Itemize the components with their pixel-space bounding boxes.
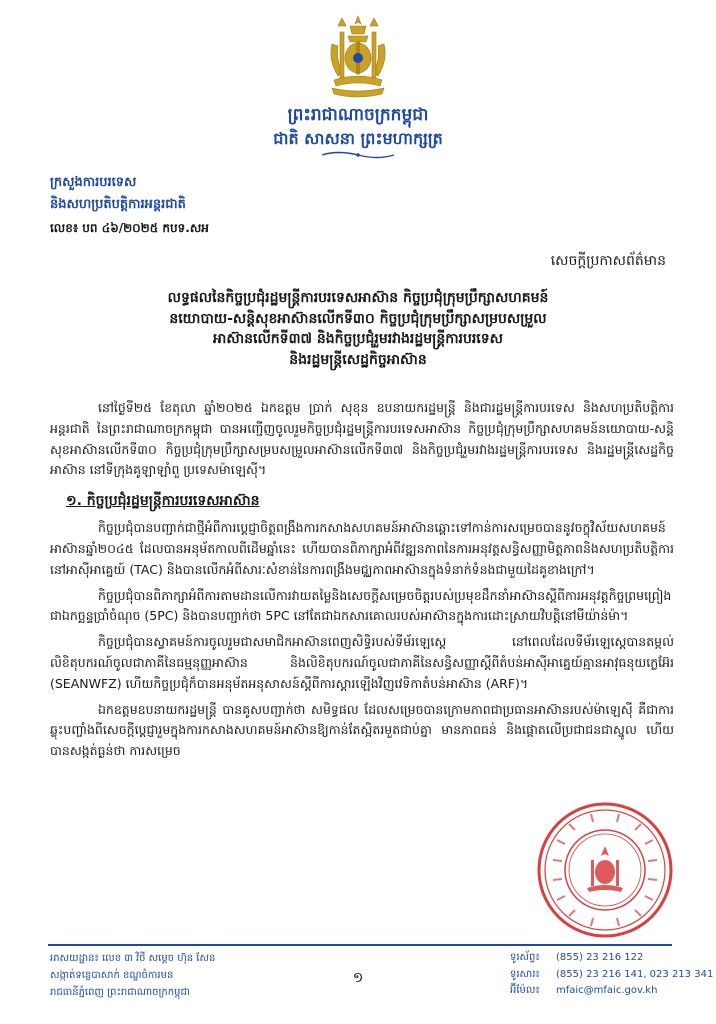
fax-value: (855) 23 216 141, 023 213 341 [556, 968, 714, 980]
phone-label: ទូរស័ព្ទ៖ [510, 952, 540, 963]
ornament-flourish-icon [318, 150, 398, 160]
phone-value: (855) 23 216 122 [556, 952, 644, 963]
body-paragraph: កិច្ចប្រជុំបានពិភាក្សាអំពីការតាមដានលើការវាយតម្លៃនិងសេចក្តីសម្រេចចិត្តរបស់ប្រមុខដឹកនាំអាស៊ានស្តីពីការអនុវត្តកិច្ចព្រមព្រៀងជាឯកច្ឆន្ទប្រាំចំណុច (5PC) និងបានបញ្ជាក់ថា 5PC នៅតែជាឯកសារគោលរបស់អាស៊ានក្នុងការដោះស្រាយវិបត្តិនៅមីយ៉ាន់ម៉ា។ [50, 587, 672, 624]
title-line: និងរដ្ឋមន្ត្រីសេដ្ឋកិច្ចអាស៊ាន [289, 351, 427, 368]
address-line: រាជធានីភ្នំពេញ ព្រះរាជាណាចក្រកម្ពុជា [50, 987, 190, 998]
body-paragraph: ឯកឧត្តមឧបនាយករដ្ឋមន្ត្រី បានគូសបញ្ជាក់ថា សមិទ្ធផល ដែលសម្រេចបានក្រោមភាពជាប្រធានអាស៊ានរបស់ម៉ាឡេស៊ី គឺជាការឆ្លុះបញ្ចាំងពីសេចក្តីប្តេជ្ញារួមក្នុងការកសាងសហគមន៍អាស៊ានឱ្យកាន់តែស្អិតរមួតជាប់គ្នា មានភាពធន់ និងផ្តោតលើប្រជាជនជាស្នូល ហើយបានសង្កត់ធ្ងន់ថា ការសម្រេច [50, 701, 674, 759]
title-line: នយោបាយ-សន្តិសុខអាស៊ានលើកទី៣០ កិច្ចប្រជុំក្រុមប្រឹក្សាសម្របសម្រួល [169, 310, 547, 327]
body-paragraph: កិច្ចប្រជុំបានស្វាគមន៍ការចូលរួមជាសមាជិកអាស៊ានពេញសិទ្ធិរបស់ទីម័រឡេស្តេ នៅពេលដែលទីម័រឡេស្តេបានតម្កល់លិខិតុបករណ៍ចូលជាភាគីនៃធម្មនុញ្ញអាស៊ាន និងលិខិតុបករណ៍ចូលជាភាគីនៃសន្ធិសញ្ញាស្តីពីតំបន់អាស៊ីអាគ្នេយ៍គ្មានអាវុធនុយក្លេអ៊ែរ (SEANWFZ) ហើយកិច្ចប្រជុំក៏បានអនុម័តអនុសាសន៍ស្តីពីការស្តារឡើងវិញវេទិកាតំបន់អាស៊ាន (ARF)។ [50, 634, 674, 691]
royal-motto-kingdom: ព្រះរាជាណាចក្រកម្ពុជា [287, 105, 429, 125]
reference-number: លេខ៖ បព ៤៦/២០២៥ កបទ.សអ [50, 221, 209, 235]
section-heading: ១. កិច្ចប្រជុំរដ្ឋមន្ត្រីការបរទេសអាស៊ាន [66, 493, 260, 510]
fax-row [510, 967, 713, 984]
ministry-name-line2: និងសហប្រតិបត្តិការអន្តរជាតិ [50, 197, 186, 212]
ministry-name-line1: ក្រសួងការបរទេស [50, 175, 137, 190]
ministry-seal-stamp [535, 800, 675, 940]
address-line: អាសយដ្ឋាន៖ លេខ ៣ វិថី សម្តេច ហ៊ុន សែន [50, 953, 216, 964]
intro-paragraph: នៅថ្ងៃទី២៥ ខែតុលា ឆ្នាំ២០២៥ ឯកឧត្តម ប្រាក់ សុខុន ឧបនាយករដ្ឋមន្ត្រី និងជារដ្ឋមន្ត្រីការបរទេស និងសហប្រតិបត្តិការអន្តរជាតិ នៃព្រះរាជាណាចក្រកម្ពុជា បានអញ្ជើញចូលរួមកិច្ចប្រជុំរដ្ឋមន្ត្រីការបរទេសអាស៊ាន កិច្ចប្រជុំក្រុមប្រឹក្សាសហគមន៍នយោបាយ-សន្តិសុខអាស៊ានលើកទី៣០ កិច្ចប្រជុំក្រុមប្រឹក្សាសម្របសម្រួលអាស៊ានលើកទី៣៧ និងកិច្ចប្រជុំរួមរវាងរដ្ឋមន្ត្រីការបរទេស និងរដ្ឋមន្ត្រីសេដ្ឋកិច្ចអាស៊ាន នៅទីក្រុងគូឡាឡាំពួ ប្រទេសម៉ាឡេស៊ី។ [50, 400, 674, 478]
royal-motto-nation-religion-king: ជាតិ សាសនា ព្រះមហាក្សត្រ [273, 129, 443, 148]
document-title [40, 288, 676, 370]
email-link[interactable]: mfaic@mfaic.gov.kh [556, 985, 658, 996]
page-number: ១ [352, 970, 364, 986]
title-line: លទ្ធផលនៃកិច្ចប្រជុំរដ្ឋមន្ត្រីការបរទេសអាស៊ាន កិច្ចប្រជុំក្រុមប្រឹក្សាសហគមន៍ [167, 290, 549, 306]
address-line: សង្កាត់ទន្លេបាសាក់ ខណ្ឌចំការមន [50, 970, 174, 981]
royal-arms-of-cambodia-icon [318, 14, 398, 100]
document-type: សេចក្តីប្រកាសព័ត៌មាន [550, 253, 666, 269]
body-paragraph: កិច្ចប្រជុំបានបញ្ជាក់ជាថ្មីអំពីការប្តេជ្ញាចិត្តពង្រឹងការកសាងសហគមន៍អាស៊ានឆ្ពោះទៅកាន់ការសម្រេចបាននូវចក្ខុវិស័យសហគមន៍អាស៊ានឆ្នាំ២០៤៥ ដែលបានអនុម័តកាលពីដើមឆ្នាំនេះ ហើយបានពិភាក្សាអំពីវឌ្ឍនភាពនៃការអនុវត្តសន្ធិសញ្ញាមិត្តភាពនិងសហប្រតិបត្តិការនៅអាស៊ីអាគ្នេយ៍ (TAC) និងបានលើកអំពីសារៈសំខាន់នៃការពង្រឹងមជ្ឈភាពអាស៊ានក្នុងទំនាក់ទំនងជាមួយដៃគូខាងក្រៅ។ [50, 520, 674, 577]
fax-label: ទូរសារ៖ [510, 968, 540, 980]
email-label: អ៊ីម៉ែល៖ [510, 985, 540, 996]
document-body [50, 398, 674, 767]
footer-divider [48, 944, 672, 946]
phone-row [510, 950, 713, 967]
footer-contacts [510, 950, 713, 1000]
email-row [510, 983, 713, 1000]
title-line: អាស៊ានលើកទី៣៧ និងកិច្ចប្រជុំរួមរវាងរដ្ឋមន្ត្រីការបរទេស [213, 331, 503, 347]
